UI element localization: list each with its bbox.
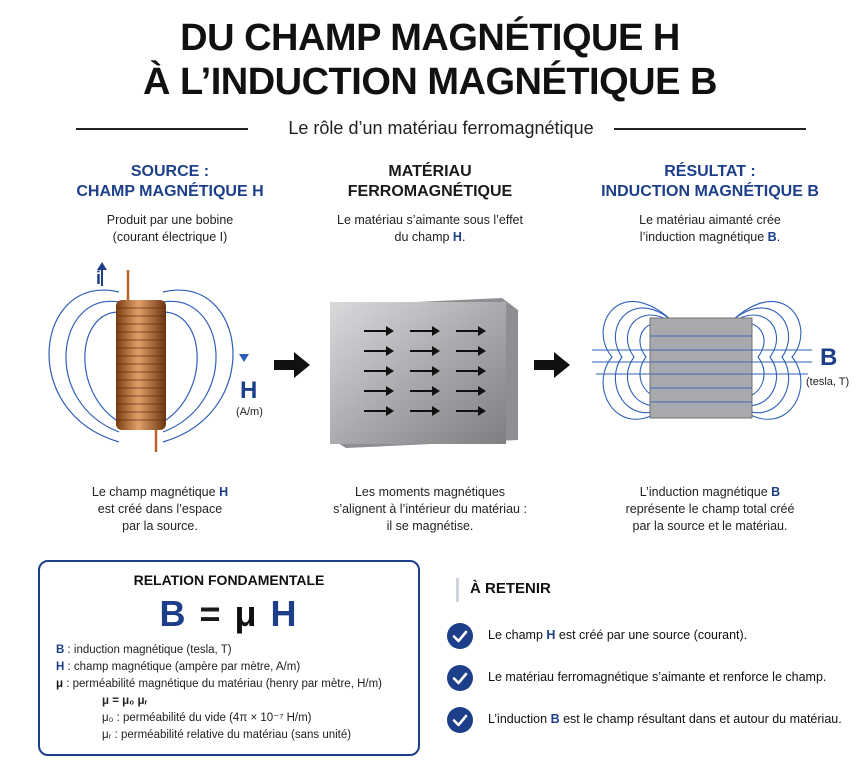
material-foot-2: s’alignent à l’intérieur du matériau :: [333, 502, 527, 516]
result-foot-1: [560, 484, 860, 501]
result-desc-2-symbol: B: [767, 230, 777, 244]
formula-h: H: [270, 593, 299, 634]
magnetized-block-icon: [592, 262, 812, 462]
check-circle-icon: [446, 664, 474, 692]
page-subtitle: Le rôle d’un matériau ferromagnétique: [288, 118, 594, 138]
def-b: [56, 642, 416, 659]
source-foot-1: [20, 484, 300, 501]
retain-item-2-pre: Le matériau ferromagnétique s’aimante et renforce le champ.: [488, 670, 827, 684]
result-foot-2: représente le champ total créé: [625, 502, 795, 516]
current-label: i: [96, 268, 102, 288]
retain-title: À RETENIR: [470, 580, 551, 597]
relation-box: [38, 560, 420, 756]
relation-definitions: [56, 642, 416, 744]
source-foot-1-text: Le champ magnétique: [91, 485, 220, 499]
source-desc-2: (courant électrique I): [112, 230, 228, 244]
source-heading-1: SOURCE :: [130, 163, 210, 180]
field-b-symbol: B: [820, 344, 838, 371]
def-mu-formula: μ = μ₀ μᵣ: [102, 695, 148, 707]
formula-mu: μ: [234, 593, 259, 634]
page-title-line-2: À L’INDUCTION MAGNÉTIQUE B: [143, 61, 717, 103]
ferromagnetic-block-icon: [322, 292, 522, 452]
def-mu-symbol: μ: [56, 678, 64, 690]
check-circle-icon: [446, 622, 474, 650]
def-h-symbol: H: [56, 661, 65, 673]
retain-item: [446, 664, 856, 692]
right-arrow-icon: [272, 350, 312, 380]
retain-item: [446, 622, 856, 650]
field-direction-arrow: [239, 354, 249, 362]
retain-bar: [456, 578, 459, 602]
field-b-unit: (tesla, T): [806, 376, 850, 388]
def-b-text: : induction magnétique (tesla, T): [64, 644, 232, 656]
retain-item-1-pre: Le champ: [488, 628, 547, 642]
result-heading-2: INDUCTION MAGNÉTIQUE B: [601, 183, 819, 200]
retain-section: [440, 570, 840, 750]
formula-equals: =: [199, 593, 223, 634]
relation-title: RELATION FONDAMENTALE: [133, 572, 325, 588]
material-desc-2-text: du champ: [394, 230, 453, 244]
result-desc-2-end: .: [776, 230, 781, 244]
material-desc-2: [280, 229, 580, 246]
result-desc-2-text: l’induction magnétique: [639, 230, 768, 244]
result-desc-1: Le matériau aimanté crée: [639, 213, 781, 227]
magnetized-block: [650, 318, 752, 418]
def-h: [56, 659, 416, 676]
subtitle-rule-right: [614, 128, 806, 130]
source-foot-3: par la source.: [122, 519, 198, 533]
coil-body: [116, 300, 166, 430]
retain-item: [446, 706, 856, 734]
def-b-symbol: B: [56, 644, 65, 656]
source-desc-1: Produit par une bobine: [106, 213, 234, 227]
coil-icon: [16, 262, 266, 462]
check-circle-icon: [446, 706, 474, 734]
result-foot-1-symbol: B: [771, 485, 781, 499]
result-foot-3: par la source et le matériau.: [632, 519, 788, 533]
result-heading-1: RÉSULTAT :: [664, 163, 756, 180]
retain-item-text: [488, 670, 826, 684]
source-foot-1-symbol: H: [219, 485, 229, 499]
material-desc-2-symbol: H: [452, 230, 462, 244]
retain-item-3-symbol: B: [550, 712, 560, 726]
field-h-unit: (A/m): [236, 406, 263, 418]
page-title-line-1: DU CHAMP MAGNÉTIQUE H: [180, 17, 680, 59]
result-desc-2: [560, 229, 860, 246]
def-mu0: μ₀ : perméabilité du vide (4π × 10⁻⁷ H/m): [102, 712, 312, 724]
material-foot-3: il se magnétise.: [386, 519, 474, 533]
retain-item-text: [488, 628, 747, 642]
retain-item-1-symbol: H: [546, 628, 556, 642]
retain-item-3-post: est le champ résultant dans et autour du matériau.: [559, 712, 842, 726]
material-heading-1: MATÉRIAU: [388, 163, 472, 180]
right-arrow-icon: [532, 350, 572, 380]
material-desc-2-end: .: [461, 230, 466, 244]
material-desc-1: Le matériau s’aimante sous l’effet: [337, 213, 523, 227]
def-mu-text: : perméabilité magnétique du matériau (henry par mètre, H/m): [63, 678, 382, 690]
def-mur: μᵣ : perméabilité relative du matériau (sans unité): [102, 729, 352, 741]
field-h-symbol: H: [240, 377, 258, 404]
subtitle-row: [76, 116, 806, 140]
material-foot-1: Les moments magnétiques: [354, 485, 506, 499]
source-heading-2: CHAMP MAGNÉTIQUE H: [76, 183, 264, 200]
def-mu: [56, 676, 416, 693]
retain-item-1-post: est créé par une source (courant).: [555, 628, 748, 642]
relation-formula: [40, 592, 418, 636]
retain-item-text: [488, 712, 842, 726]
retain-item-3-pre: L’induction: [488, 712, 551, 726]
material-heading-2: FERROMAGNÉTIQUE: [347, 183, 513, 200]
formula-b: B: [159, 593, 188, 634]
result-foot-1-text: L’induction magnétique: [639, 485, 772, 499]
source-foot-2: est créé dans l’espace: [97, 502, 223, 516]
def-h-text: : champ magnétique (ampère par mètre, A/m): [64, 661, 301, 673]
